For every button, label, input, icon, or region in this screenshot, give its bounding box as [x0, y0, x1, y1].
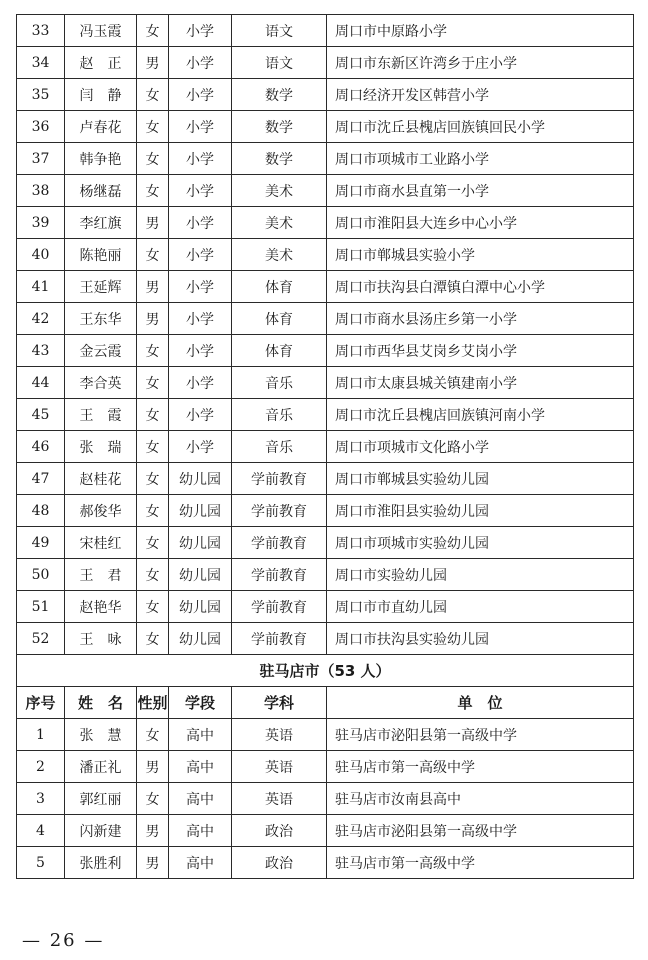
cell-level: 幼儿园 [169, 527, 232, 559]
cell-gender: 女 [137, 175, 169, 207]
table-row [17, 559, 634, 591]
cell-subject: 学前教育 [232, 559, 327, 591]
cell-subject: 音乐 [232, 431, 327, 463]
roster-body-zhumadian [17, 719, 634, 879]
cell-name: 郭红丽 [65, 783, 137, 815]
cell-name: 李红旗 [65, 207, 137, 239]
cell-subject: 学前教育 [232, 591, 327, 623]
cell-name: 王 咏 [65, 623, 137, 655]
table-row [17, 367, 634, 399]
cell-unit: 周口市扶沟县实验幼儿园 [327, 623, 634, 655]
cell-name: 郝俊华 [65, 495, 137, 527]
cell-unit: 周口市淮阳县大连乡中心小学 [327, 207, 634, 239]
cell-no: 2 [17, 751, 65, 783]
cell-gender: 男 [137, 207, 169, 239]
cell-level: 幼儿园 [169, 463, 232, 495]
cell-gender: 女 [137, 495, 169, 527]
cell-level: 小学 [169, 175, 232, 207]
cell-no: 40 [17, 239, 65, 271]
cell-unit: 驻马店市泌阳县第一高级中学 [327, 815, 634, 847]
table-row [17, 815, 634, 847]
cell-subject: 数学 [232, 79, 327, 111]
cell-name: 金云霞 [65, 335, 137, 367]
cell-subject: 学前教育 [232, 463, 327, 495]
cell-unit: 周口市中原路小学 [327, 15, 634, 47]
cell-subject: 语文 [232, 15, 327, 47]
cell-level: 高中 [169, 751, 232, 783]
cell-unit: 周口市西华县艾岗乡艾岗小学 [327, 335, 634, 367]
cell-level: 小学 [169, 15, 232, 47]
cell-name: 闪新建 [65, 815, 137, 847]
cell-gender: 男 [137, 303, 169, 335]
cell-name: 韩争艳 [65, 143, 137, 175]
cell-name: 赵 正 [65, 47, 137, 79]
column-header-row [17, 687, 634, 719]
cell-level: 小学 [169, 303, 232, 335]
cell-unit: 周口市沈丘县槐店回族镇回民小学 [327, 111, 634, 143]
table-row [17, 111, 634, 143]
cell-unit: 周口市淮阳县实验幼儿园 [327, 495, 634, 527]
cell-no: 51 [17, 591, 65, 623]
cell-unit: 周口市郸城县实验小学 [327, 239, 634, 271]
cell-name: 卢春花 [65, 111, 137, 143]
cell-level: 小学 [169, 399, 232, 431]
header-subject: 学科 [232, 687, 327, 719]
table-row [17, 79, 634, 111]
cell-name: 闫 静 [65, 79, 137, 111]
table-row [17, 271, 634, 303]
cell-no: 46 [17, 431, 65, 463]
cell-unit: 周口市商水县直第一小学 [327, 175, 634, 207]
cell-gender: 女 [137, 559, 169, 591]
table-row [17, 303, 634, 335]
table-row [17, 847, 634, 879]
cell-no: 34 [17, 47, 65, 79]
cell-subject: 学前教育 [232, 623, 327, 655]
cell-unit: 周口市太康县城关镇建南小学 [327, 367, 634, 399]
table-row [17, 239, 634, 271]
cell-unit: 周口市扶沟县白潭镇白潭中心小学 [327, 271, 634, 303]
table-row [17, 335, 634, 367]
section-zhumadian [17, 655, 634, 719]
header-gender: 性别 [137, 687, 169, 719]
roster-body-zhoukou [17, 15, 634, 655]
table-row [17, 431, 634, 463]
cell-subject: 体育 [232, 271, 327, 303]
cell-level: 幼儿园 [169, 559, 232, 591]
cell-unit: 周口市商水县汤庄乡第一小学 [327, 303, 634, 335]
cell-name: 冯玉霞 [65, 15, 137, 47]
cell-name: 潘正礼 [65, 751, 137, 783]
cell-gender: 女 [137, 431, 169, 463]
cell-gender: 男 [137, 815, 169, 847]
cell-subject: 美术 [232, 239, 327, 271]
cell-no: 38 [17, 175, 65, 207]
cell-gender: 女 [137, 783, 169, 815]
cell-unit: 周口市实验幼儿园 [327, 559, 634, 591]
cell-name: 王东华 [65, 303, 137, 335]
cell-unit: 周口市沈丘县槐店回族镇河南小学 [327, 399, 634, 431]
table-row [17, 399, 634, 431]
cell-name: 张 瑞 [65, 431, 137, 463]
cell-level: 小学 [169, 111, 232, 143]
cell-gender: 女 [137, 591, 169, 623]
cell-level: 小学 [169, 335, 232, 367]
cell-name: 陈艳丽 [65, 239, 137, 271]
table-row [17, 751, 634, 783]
cell-gender: 女 [137, 111, 169, 143]
cell-subject: 美术 [232, 207, 327, 239]
table-row [17, 527, 634, 559]
cell-no: 50 [17, 559, 65, 591]
cell-subject: 政治 [232, 847, 327, 879]
cell-gender: 男 [137, 271, 169, 303]
cell-no: 37 [17, 143, 65, 175]
section-title: 驻马店市（53 人） [17, 655, 634, 687]
cell-no: 35 [17, 79, 65, 111]
cell-subject: 英语 [232, 783, 327, 815]
cell-subject: 语文 [232, 47, 327, 79]
cell-name: 张胜利 [65, 847, 137, 879]
cell-subject: 数学 [232, 111, 327, 143]
header-level: 学段 [169, 687, 232, 719]
cell-unit: 驻马店市第一高级中学 [327, 847, 634, 879]
table-row [17, 463, 634, 495]
cell-unit: 周口经济开发区韩营小学 [327, 79, 634, 111]
cell-gender: 男 [137, 751, 169, 783]
table-row [17, 783, 634, 815]
cell-unit: 周口市东新区许湾乡于庄小学 [327, 47, 634, 79]
cell-unit: 周口市项城市实验幼儿园 [327, 527, 634, 559]
cell-no: 48 [17, 495, 65, 527]
table-row [17, 207, 634, 239]
cell-subject: 政治 [232, 815, 327, 847]
cell-no: 5 [17, 847, 65, 879]
cell-level: 小学 [169, 367, 232, 399]
cell-level: 高中 [169, 719, 232, 751]
page-number: — 26 — [22, 930, 105, 951]
cell-no: 44 [17, 367, 65, 399]
table-row [17, 623, 634, 655]
cell-subject: 英语 [232, 751, 327, 783]
cell-gender: 女 [137, 335, 169, 367]
cell-gender: 女 [137, 623, 169, 655]
header-no: 序号 [17, 687, 65, 719]
cell-level: 小学 [169, 143, 232, 175]
cell-unit: 驻马店市第一高级中学 [327, 751, 634, 783]
cell-gender: 女 [137, 79, 169, 111]
cell-level: 小学 [169, 271, 232, 303]
table-row [17, 15, 634, 47]
cell-subject: 音乐 [232, 367, 327, 399]
cell-level: 幼儿园 [169, 623, 232, 655]
cell-gender: 女 [137, 15, 169, 47]
roster-table [16, 14, 634, 879]
cell-name: 宋桂红 [65, 527, 137, 559]
cell-level: 高中 [169, 783, 232, 815]
cell-level: 小学 [169, 431, 232, 463]
cell-no: 39 [17, 207, 65, 239]
cell-name: 杨继磊 [65, 175, 137, 207]
cell-no: 33 [17, 15, 65, 47]
cell-gender: 男 [137, 47, 169, 79]
cell-level: 高中 [169, 815, 232, 847]
header-unit: 单 位 [327, 687, 634, 719]
cell-subject: 体育 [232, 335, 327, 367]
cell-level: 幼儿园 [169, 495, 232, 527]
cell-no: 43 [17, 335, 65, 367]
cell-name: 王 霞 [65, 399, 137, 431]
cell-gender: 女 [137, 527, 169, 559]
cell-no: 42 [17, 303, 65, 335]
cell-subject: 学前教育 [232, 527, 327, 559]
cell-subject: 体育 [232, 303, 327, 335]
cell-name: 王延辉 [65, 271, 137, 303]
cell-name: 赵艳华 [65, 591, 137, 623]
cell-subject: 音乐 [232, 399, 327, 431]
cell-level: 小学 [169, 47, 232, 79]
cell-no: 45 [17, 399, 65, 431]
cell-gender: 女 [137, 143, 169, 175]
section-title-row [17, 655, 634, 687]
cell-no: 49 [17, 527, 65, 559]
cell-unit: 驻马店市汝南县高中 [327, 783, 634, 815]
cell-level: 小学 [169, 79, 232, 111]
cell-level: 小学 [169, 239, 232, 271]
table-row [17, 175, 634, 207]
cell-no: 47 [17, 463, 65, 495]
table-row [17, 495, 634, 527]
cell-unit: 周口市项城市工业路小学 [327, 143, 634, 175]
cell-no: 3 [17, 783, 65, 815]
header-name: 姓 名 [65, 687, 137, 719]
cell-gender: 女 [137, 463, 169, 495]
cell-gender: 女 [137, 239, 169, 271]
cell-subject: 数学 [232, 143, 327, 175]
table-row [17, 719, 634, 751]
cell-unit: 驻马店市泌阳县第一高级中学 [327, 719, 634, 751]
cell-no: 41 [17, 271, 65, 303]
cell-no: 36 [17, 111, 65, 143]
cell-name: 赵桂花 [65, 463, 137, 495]
cell-no: 1 [17, 719, 65, 751]
cell-gender: 女 [137, 719, 169, 751]
cell-level: 幼儿园 [169, 591, 232, 623]
cell-subject: 学前教育 [232, 495, 327, 527]
cell-unit: 周口市市直幼儿园 [327, 591, 634, 623]
table-row [17, 143, 634, 175]
cell-subject: 美术 [232, 175, 327, 207]
cell-no: 52 [17, 623, 65, 655]
cell-level: 高中 [169, 847, 232, 879]
cell-subject: 英语 [232, 719, 327, 751]
table-row [17, 47, 634, 79]
cell-no: 4 [17, 815, 65, 847]
cell-name: 张 慧 [65, 719, 137, 751]
table-row [17, 591, 634, 623]
cell-level: 小学 [169, 207, 232, 239]
cell-gender: 女 [137, 367, 169, 399]
cell-name: 王 君 [65, 559, 137, 591]
cell-gender: 男 [137, 847, 169, 879]
cell-name: 李合英 [65, 367, 137, 399]
cell-unit: 周口市郸城县实验幼儿园 [327, 463, 634, 495]
cell-gender: 女 [137, 399, 169, 431]
cell-unit: 周口市项城市文化路小学 [327, 431, 634, 463]
